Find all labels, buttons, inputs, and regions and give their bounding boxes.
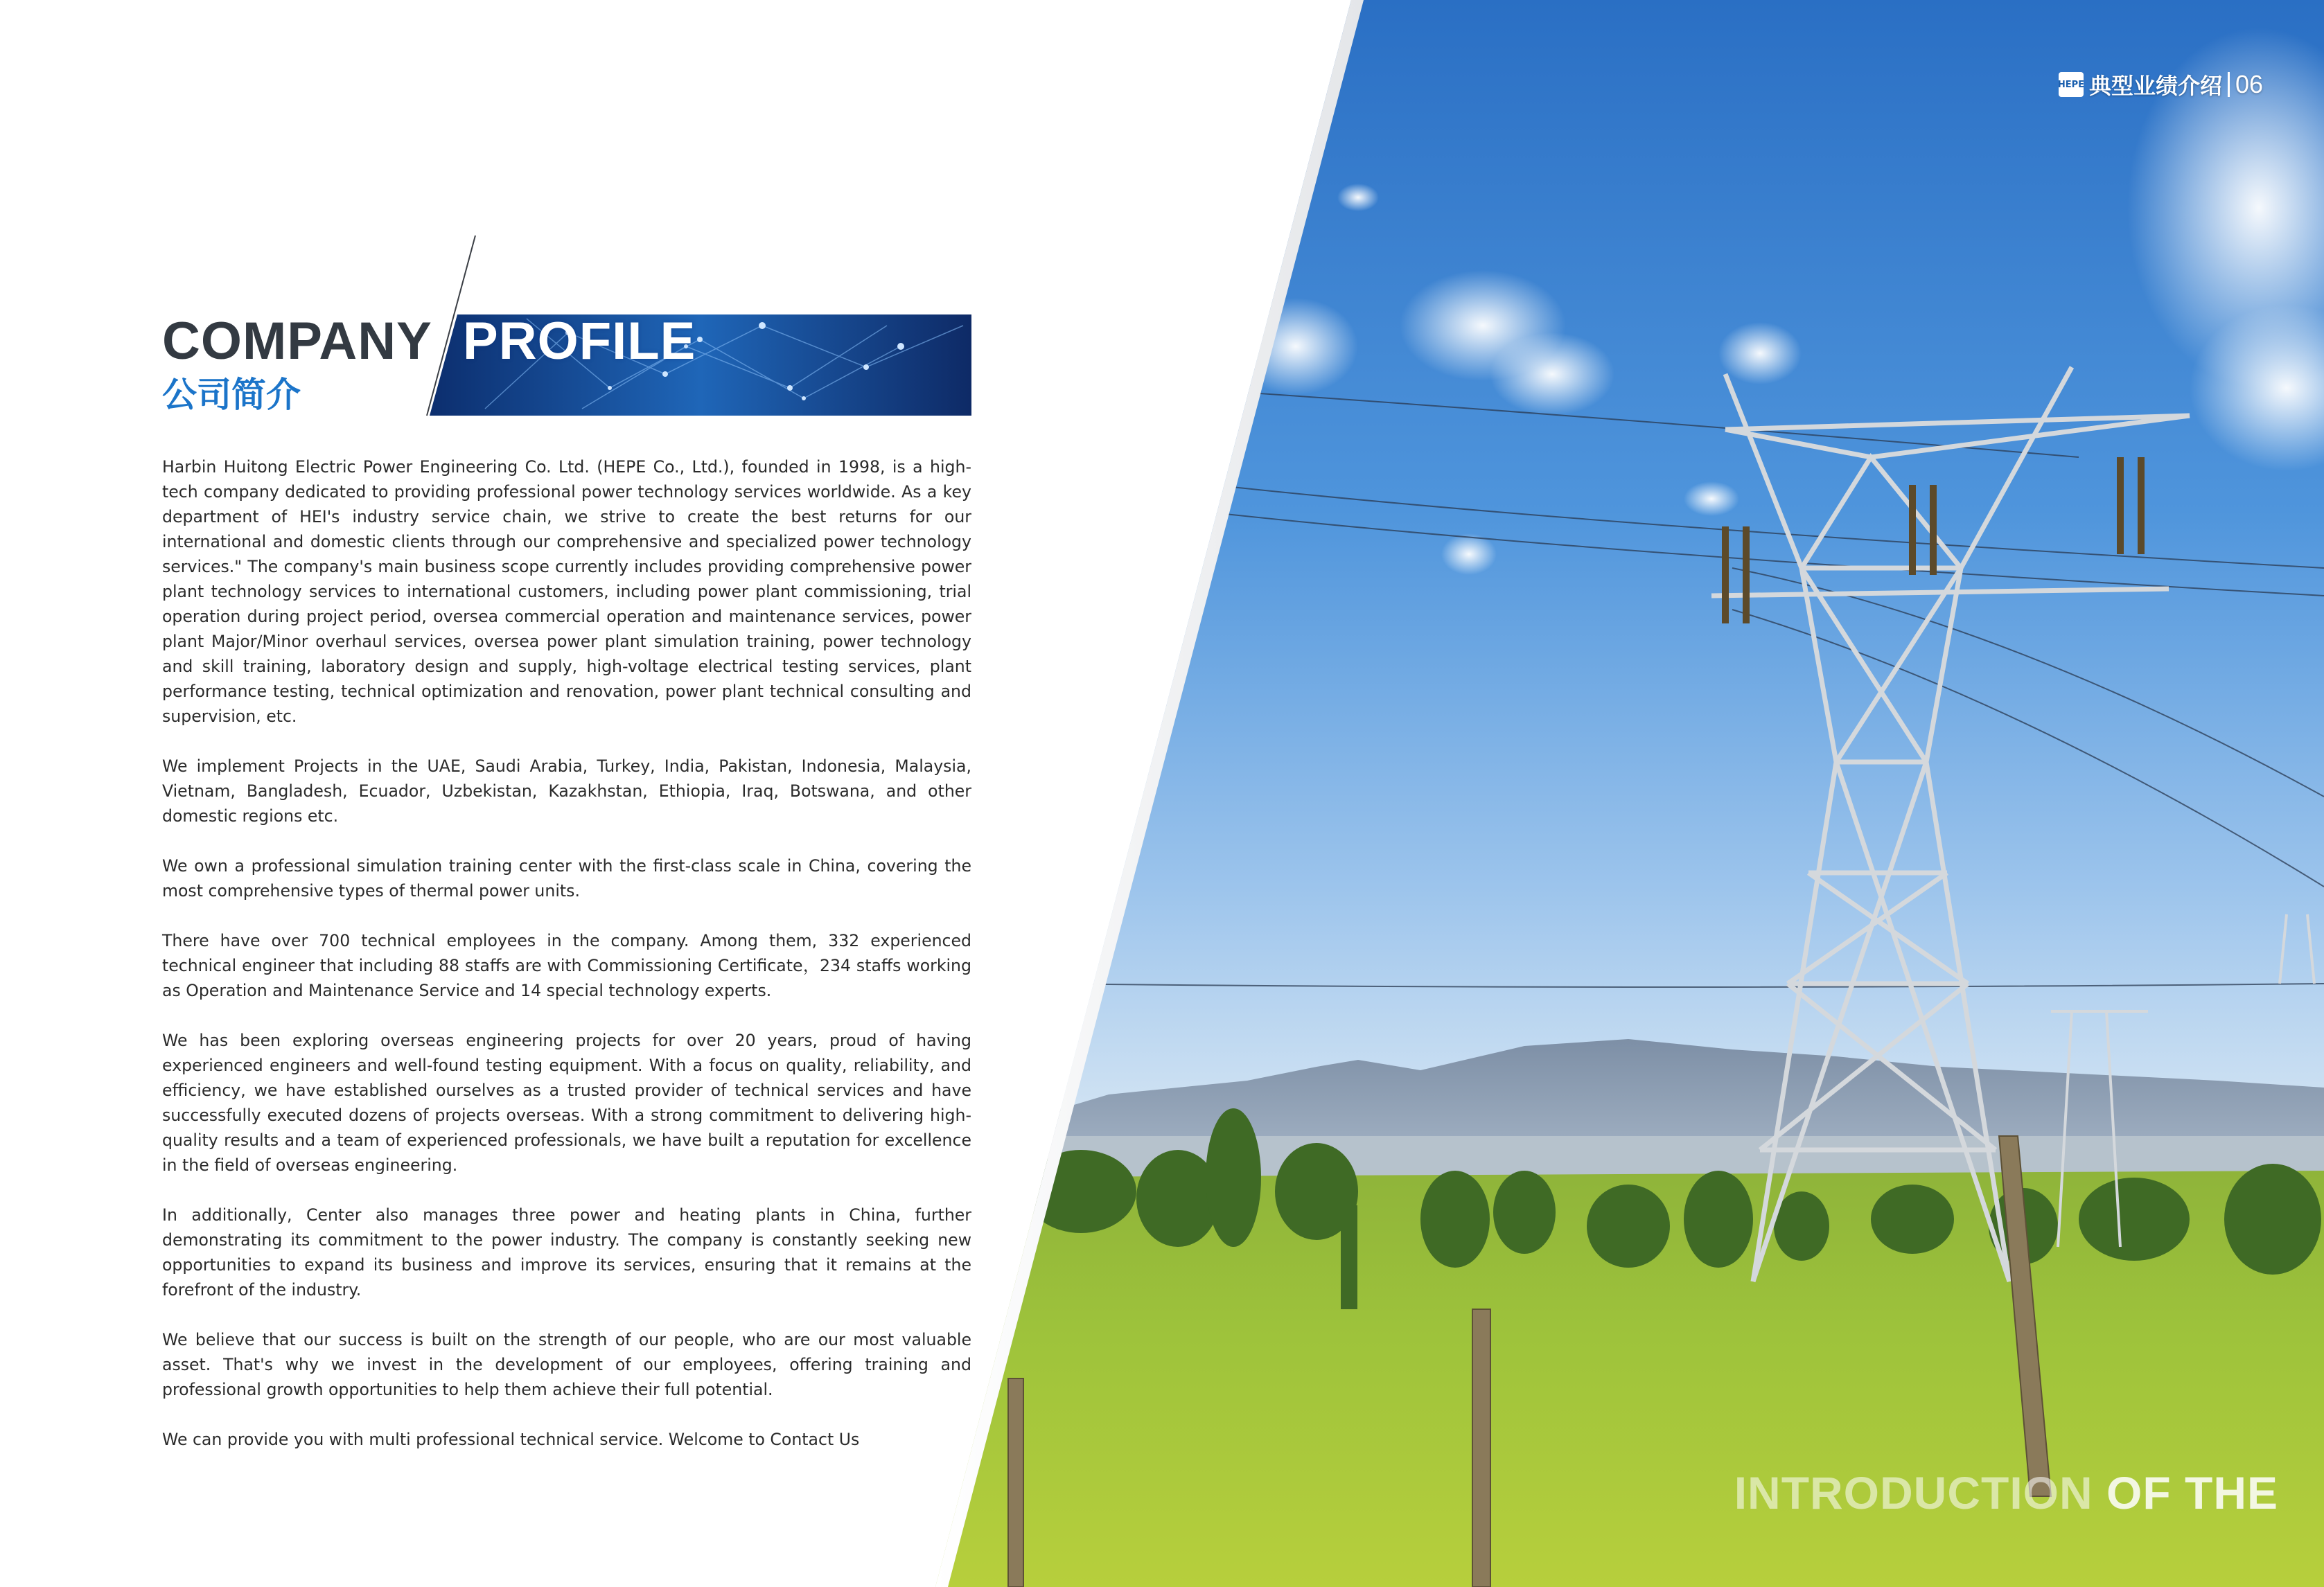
paragraph-intro: Harbin Huitong Electric Power Engineering Co. Ltd. (HEPE Co., Ltd.), founded in 1998, is a high-tech company dedicated to providing professional power technology services worldwide. As a key department of HEI's industry service chain, we strive to create the best returns for our international and domestic clients through our comprehensive and specialized power technology services." The company's main business scope currently includes providing comprehensive power plant technology services to international customers, including power plant commissioning, trial operation during project period, oversea commercial operation and maintenance services, power plant Major/Minor overhaul services, oversea power plant simulation training, power technology and skill training, laboratory design and supply, high-voltage electrical testing services, plant performance testing, technical optimization and renovation, power plant technical consulting and supervision, etc. bbox=[162, 457, 971, 726]
banner-part-of-the: OF THE bbox=[2093, 1467, 2278, 1518]
section-tag-text: 典型业绩介绍 bbox=[2088, 73, 2222, 99]
tag-divider bbox=[2228, 72, 2230, 97]
heading-chinese: 公司简介 bbox=[162, 375, 301, 415]
section-tag bbox=[2059, 68, 2263, 101]
heading-profile: PROFILE bbox=[463, 312, 696, 371]
paragraph-projects: We implement Projects in the UAE, Saudi Arabia, Turkey, India, Pakistan, Indonesia, Malaysia, Vietnam, Bangladesh, Ecuador, Uzbekistan, Kazakhstan, Ethiopia, Iraq, Botswana, and other domestic regions etc. bbox=[162, 756, 971, 826]
paragraph-employees: There have over 700 technical employees in the company. Among them, 332 experienced technical engineer that including 88 staffs are with Commissioning Certificate，234 staffs working as Operation and Maintenance Service and 14 special technology experts. bbox=[162, 931, 971, 1000]
heading-company: COMPANY bbox=[162, 312, 432, 371]
paragraph-contact: We can provide you with multi professional technical service. Welcome to Contact Us bbox=[162, 1430, 860, 1449]
paragraph-plants: In additionally, Center also manages three power and heating plants in China, further demonstrating its commitment to the power industry. The company is constantly seeking new opportunities to expand its business and improve its services, ensuring that it remains at the forefront of the industry. bbox=[162, 1205, 971, 1300]
profile-body-text bbox=[162, 454, 971, 1477]
banner-part-introduction: INTRODUCTION bbox=[1734, 1467, 2093, 1518]
paragraph-overseas: We has been exploring overseas engineering projects for over 20 years, proud of having experienced engineers and well-found testing equipment. With a focus on quality, reliability, and efficiency, we have established ourselves as a trusted provider of technical services and have successfully executed dozens of projects overseas. With a strong commitment to delivering high-quality results and a team of experienced professionals, we have built a reputation for excellence in the field of overseas engineering. bbox=[162, 1031, 971, 1175]
paragraph-people: We believe that our success is built on the strength of our people, who are our most valuable asset. That's why we invest in the development of our employees, offering training and professional growth opportunities to help them achieve their full potential. bbox=[162, 1330, 971, 1399]
bottom-banner-text bbox=[1734, 1467, 2278, 1518]
paragraph-training-center: We own a professional simulation training center with the first-class scale in China, covering the most comprehensive types of thermal power units. bbox=[162, 856, 971, 901]
page-number: 06 bbox=[2235, 70, 2263, 98]
hepe-logo-icon: HEPE bbox=[2059, 72, 2084, 97]
